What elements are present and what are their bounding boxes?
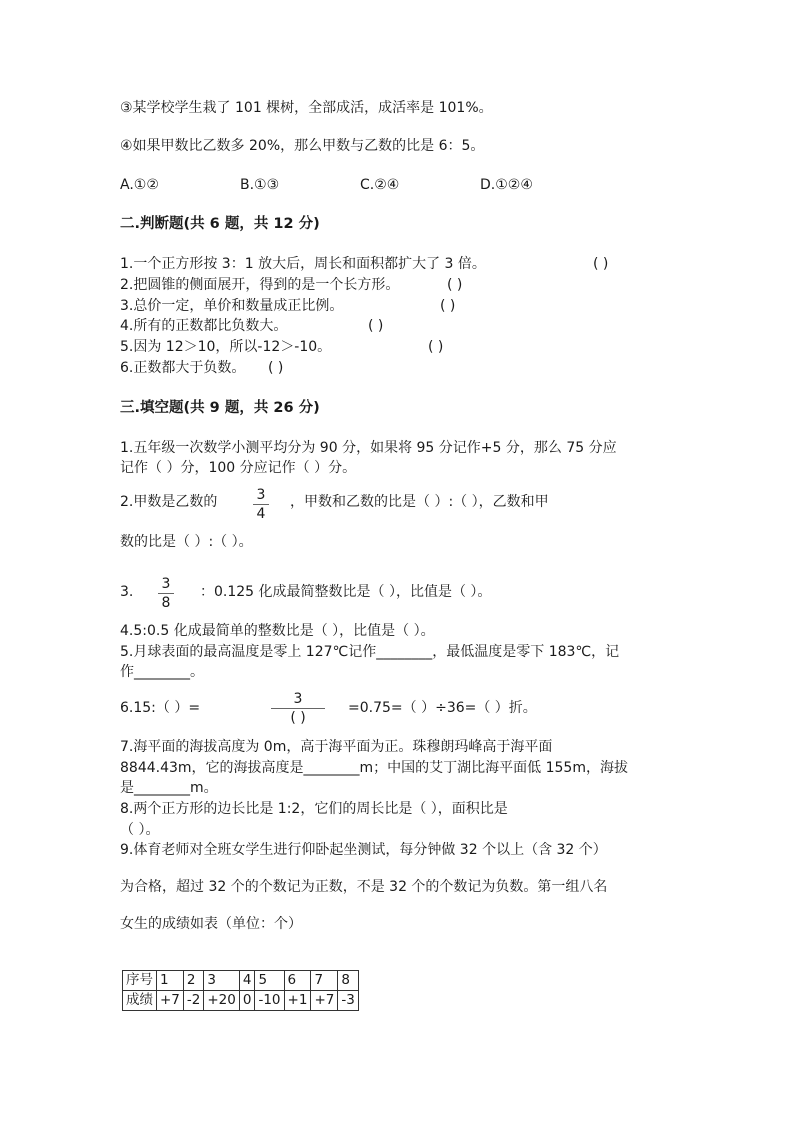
score-table [122,970,359,1011]
judge-item-3: 3.总价一定，单价和数量成正比例。 [120,298,344,314]
fill-q3-prefix: 3. [120,584,134,600]
table-row-header: 序号 [123,971,157,991]
judge-paren-6[interactable]: ( ) [268,360,284,376]
fill-q1-line2: 记作（ ）分，100 分应记作（ ）分。 [120,460,357,476]
table-cell: 2 [183,971,203,991]
fill-q7-line2: 8844.43m，它的海拔高度是________m；中国的艾丁湖比海平面低 155m，海拔 [120,760,628,776]
option-d: D.①②④ [480,177,533,193]
table-cell: -10 [255,991,284,1011]
judge-paren-1[interactable]: ( ) [593,256,609,272]
judge-item-6: 6.正数都大于负数。 [120,360,246,376]
table-cell: 7 [311,971,338,991]
table-cell: +1 [284,991,311,1011]
fill-q9-line1: 9.体育老师对全班女学生进行仰卧起坐测试，每分钟做 32 个以上（含 32 个） [120,842,607,858]
fill-q6-prefix: 6.15:（ ）= [120,700,201,716]
judge-paren-3[interactable]: ( ) [440,298,456,314]
table-cell: 6 [284,971,311,991]
table-cell: -2 [183,991,203,1011]
fraction-bar [271,708,325,709]
judge-paren-5[interactable]: ( ) [428,339,444,355]
judge-item-1: 1.一个正方形按 3：1 放大后，周长和面积都扩大了 3 倍。 [120,256,486,272]
option-b: B.①③ [240,177,280,193]
fill-q8-line2: （ ）。 [120,822,160,838]
fraction-numerator: 3 [256,487,266,503]
fill-q2-line2: 数的比是（ ）:（ ）。 [120,534,253,550]
fill-q7-line3: 是________m。 [120,780,218,796]
fill-q8-line1: 8.两个正方形的边长比是 1:2，它们的周长比是（ ），面积比是 [120,801,508,817]
fill-q2-suffix: ，甲数和乙数的比是（ ）:（ ），乙数和甲 [290,494,549,510]
table-cell: 4 [239,971,255,991]
judge-item-2: 2.把圆锥的侧面展开，得到的是一个长方形。 [120,277,400,293]
fraction-three-over-blank [271,691,325,726]
fill-q3-suffix: ：0.125 化成最简整数比是（ ），比值是（ ）。 [200,584,492,600]
table-cell: +7 [311,991,338,1011]
fill-q6-suffix: =0.75=（ ）÷36=（ ）折。 [348,700,537,716]
fraction-denominator: 4 [256,506,266,522]
judge-paren-4[interactable]: ( ) [368,318,384,334]
fraction-numerator: 3 [293,691,303,707]
judge-item-4: 4.所有的正数都比负数大。 [120,318,288,334]
option-a: A.①② [120,177,159,193]
table-cell: 1 [157,971,184,991]
table-cell: +7 [157,991,184,1011]
table-cell: +20 [204,991,240,1011]
table-cell: 5 [255,971,284,991]
fill-q9-line3: 女生的成绩如表（单位：个） [120,916,302,932]
table-row [123,971,359,991]
fraction-three-quarters [253,487,269,522]
choice-item-3: ③某学校学生栽了 101 棵树，全部成活，成活率是 101%。 [120,100,493,116]
fraction-bar [253,504,269,505]
fill-q5-line2: 作________。 [120,664,204,680]
fill-q9-line2: 为合格，超过 32 个的个数记为正数，不是 32 个的个数记为负数。第一组八名 [120,879,608,895]
section2-title: 二.判断题(共 6 题，共 12 分) [120,216,320,232]
fraction-numerator: 3 [161,576,171,592]
fill-q4: 4.5:0.5 化成最简单的整数比是（ ），比值是（ ）。 [120,623,435,639]
fill-q7-line1: 7.海平面的海拔高度为 0m，高于海平面为正。珠穆朗玛峰高于海平面 [120,739,553,755]
fill-q2-prefix: 2.甲数是乙数的 [120,494,218,510]
table-cell: 0 [239,991,255,1011]
judge-paren-2[interactable]: ( ) [447,277,463,293]
judge-item-5: 5.因为 12＞10，所以-12＞-10。 [120,339,332,355]
table-cell: -3 [338,991,358,1011]
section3-title: 三.填空题(共 9 题，共 26 分) [120,400,320,416]
fraction-denominator: 8 [161,595,171,611]
choice-item-4: ④如果甲数比乙数多 20%，那么甲数与乙数的比是 6：5。 [120,138,485,154]
fill-q1-line1: 1.五年级一次数学小测平均分为 90 分，如果将 95 分记作+5 分，那么 75 分应 [120,440,617,456]
option-c: C.②④ [360,177,400,193]
fraction-bar [158,593,174,594]
table-cell: 8 [338,971,358,991]
fraction-three-eighths [158,576,174,611]
fraction-denominator: ( ) [290,710,306,726]
table-row-header: 成绩 [123,991,157,1011]
fill-q5-line1: 5.月球表面的最高温度是零上 127℃记作________，最低温度是零下 183℃，记 [120,644,620,660]
table-cell: 3 [204,971,240,991]
table-row [123,991,359,1011]
